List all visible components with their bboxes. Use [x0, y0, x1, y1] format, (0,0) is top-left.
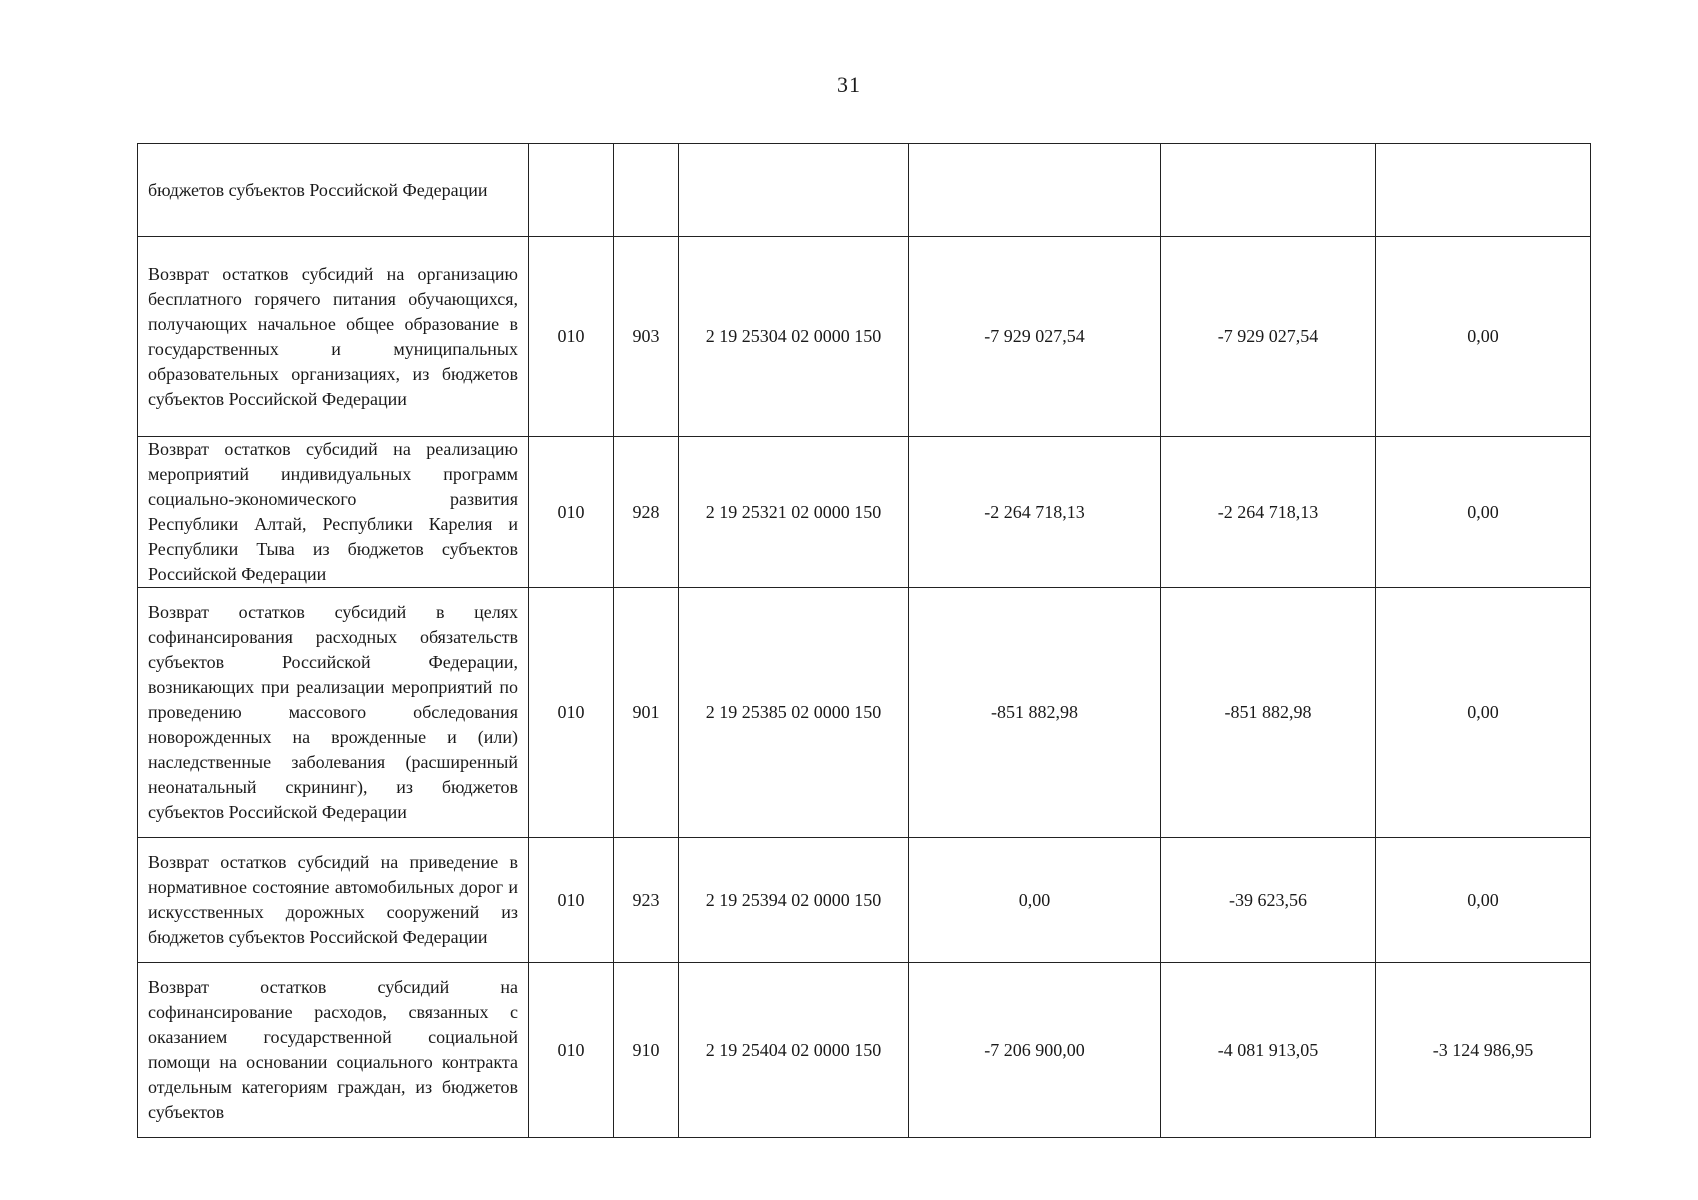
- row-code2: 910: [614, 963, 679, 1138]
- row-code2: 901: [614, 588, 679, 838]
- row-code2: 903: [614, 237, 679, 437]
- row-description: Возврат остатков субсидий на софинансирование расходов, связанных с оказанием государственной социальной помощи на основании социального контракта отдельным категориям граждан, из бюджетов субъектов: [138, 963, 529, 1138]
- row-kbk: 2 19 25321 02 0000 150: [679, 437, 909, 588]
- row-description: бюджетов субъектов Российской Федерации: [138, 144, 529, 237]
- row-value1: [909, 144, 1161, 237]
- row-value3: 0,00: [1376, 838, 1591, 963]
- row-kbk: 2 19 25394 02 0000 150: [679, 838, 909, 963]
- row-description: Возврат остатков субсидий на приведение в нормативное состояние автомобильных дорог и искусственных дорожных сооружений из бюджетов субъектов Российской Федерации: [138, 838, 529, 963]
- row-code2: [614, 144, 679, 237]
- budget-table: [137, 143, 1591, 1138]
- row-code1: 010: [529, 963, 614, 1138]
- row-value1: 0,00: [909, 838, 1161, 963]
- row-value3: 0,00: [1376, 437, 1591, 588]
- row-value2: -2 264 718,13: [1161, 437, 1376, 588]
- row-code1: 010: [529, 838, 614, 963]
- row-code2: 928: [614, 437, 679, 588]
- row-value3: 0,00: [1376, 237, 1591, 437]
- page-number: 31: [837, 72, 861, 97]
- row-value3: [1376, 144, 1591, 237]
- row-code1: 010: [529, 588, 614, 838]
- table-row: [138, 437, 1591, 588]
- row-value2: -4 081 913,05: [1161, 963, 1376, 1138]
- row-code1: [529, 144, 614, 237]
- row-value2: [1161, 144, 1376, 237]
- row-value1: -2 264 718,13: [909, 437, 1161, 588]
- row-value3: -3 124 986,95: [1376, 963, 1591, 1138]
- row-kbk: 2 19 25385 02 0000 150: [679, 588, 909, 838]
- row-code2: 923: [614, 838, 679, 963]
- row-kbk: [679, 144, 909, 237]
- row-value1: -7 206 900,00: [909, 963, 1161, 1138]
- row-value3: 0,00: [1376, 588, 1591, 838]
- row-value2: -851 882,98: [1161, 588, 1376, 838]
- row-description: Возврат остатков субсидий на реализацию мероприятий индивидуальных программ социально-экономического развития Республики Алтай, Республики Карелия и Республики Тыва из бюджетов субъектов Российской Федерации: [138, 437, 529, 588]
- table-row: [138, 144, 1591, 237]
- table-row: [138, 838, 1591, 963]
- row-code1: 010: [529, 437, 614, 588]
- row-value1: -7 929 027,54: [909, 237, 1161, 437]
- row-description: Возврат остатков субсидий на организацию бесплатного горячего питания обучающихся, получающих начальное общее образование в государственных и муниципальных образовательных организациях, из бюджетов субъектов Российской Федерации: [138, 237, 529, 437]
- table-row: [138, 237, 1591, 437]
- row-kbk: 2 19 25304 02 0000 150: [679, 237, 909, 437]
- row-value2: -39 623,56: [1161, 838, 1376, 963]
- row-value1: -851 882,98: [909, 588, 1161, 838]
- row-description: Возврат остатков субсидий в целях софинансирования расходных обязательств субъектов Российской Федерации, возникающих при реализации мероприятий по проведению массового обследования новорожденных на врожденные и (или) наследственные заболевания (расширенный неонатальный скрининг), из бюджетов субъектов Российской Федерации: [138, 588, 529, 838]
- row-kbk: 2 19 25404 02 0000 150: [679, 963, 909, 1138]
- table-row: [138, 588, 1591, 838]
- row-value2: -7 929 027,54: [1161, 237, 1376, 437]
- table-row: [138, 963, 1591, 1138]
- row-code1: 010: [529, 237, 614, 437]
